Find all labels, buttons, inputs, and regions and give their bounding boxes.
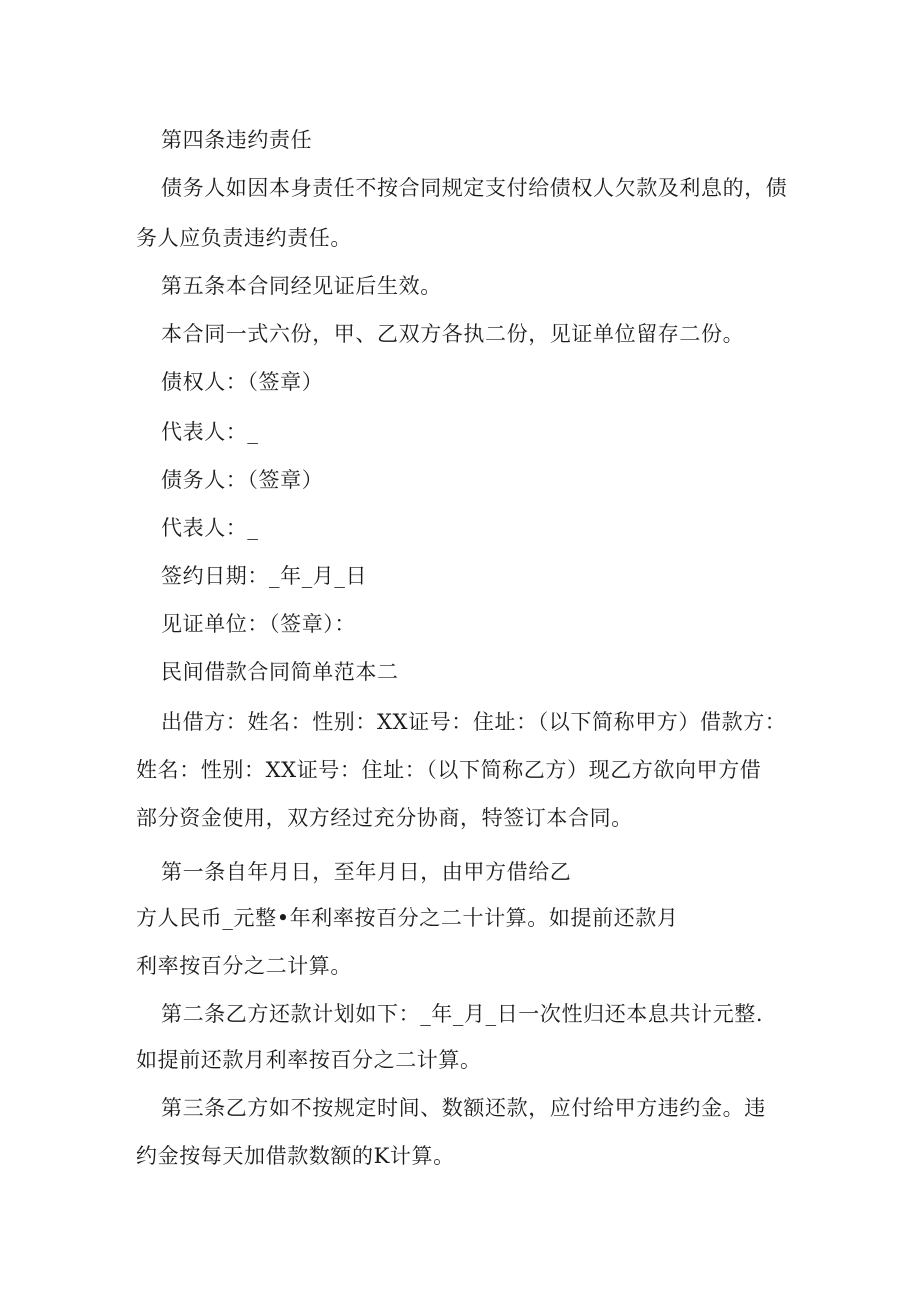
article-5-text: 第五条本合同经见证后生效。 [161,274,442,298]
debtor-representative-line: 代表人：_ [161,516,259,540]
article-1-line-1: 第一条自年月日，至年月日，由甲方借给乙 [161,860,572,884]
debtor-signature-line: 债务人：（签章） [161,468,324,492]
witness-unit-line: 见证单位：（签章）： [161,612,356,636]
article-1-line-2: 方人民币_元整•年利率按百分之二十计算。如提前还款月 [136,906,679,930]
article-4-text-line-1: 债务人如因本身责任不按合同规定支付给债权人欠款及利息的，债 [161,176,788,200]
article-1-line-3: 利率按百分之二计算。 [136,954,352,978]
agreement-intro-line: 部分资金使用，双方经过充分协商，特签订本合同。 [136,806,633,830]
article-3-line-2: 约金按每天加借款数额的K计算。 [136,1144,455,1168]
template-2-title: 民间借款合同简单范本二 [161,660,399,684]
creditor-representative-line: 代表人：_ [161,420,259,444]
copies-clause: 本合同一式六份，甲、乙双方各执二份，见证单位留存二份。 [161,322,745,346]
article-3-line-1: 第三条乙方如不按规定时间、数额还款，应付给甲方违约金。违 [161,1096,766,1120]
article-4-text-line-2: 务人应负责违约责任。 [136,226,352,250]
borrower-info-line: 姓名：性别：XX证号：住址：（以下简称乙方）现乙方欲向甲方借 [136,758,762,782]
article-2-line-1: 第二条乙方还款计划如下：_年_月_日一次性归还本息共计元整. [161,1002,764,1026]
lender-info-line: 出借方：姓名：性别：XX证号：住址：（以下简称甲方）借款方： [161,710,787,734]
signing-date-line: 签约日期：_年_月_日 [161,564,368,588]
article-4-heading: 第四条违约责任 [161,128,313,152]
creditor-signature-line: 债权人：（签章） [161,370,324,394]
article-2-line-2: 如提前还款月利率按百分之二计算。 [136,1048,482,1072]
